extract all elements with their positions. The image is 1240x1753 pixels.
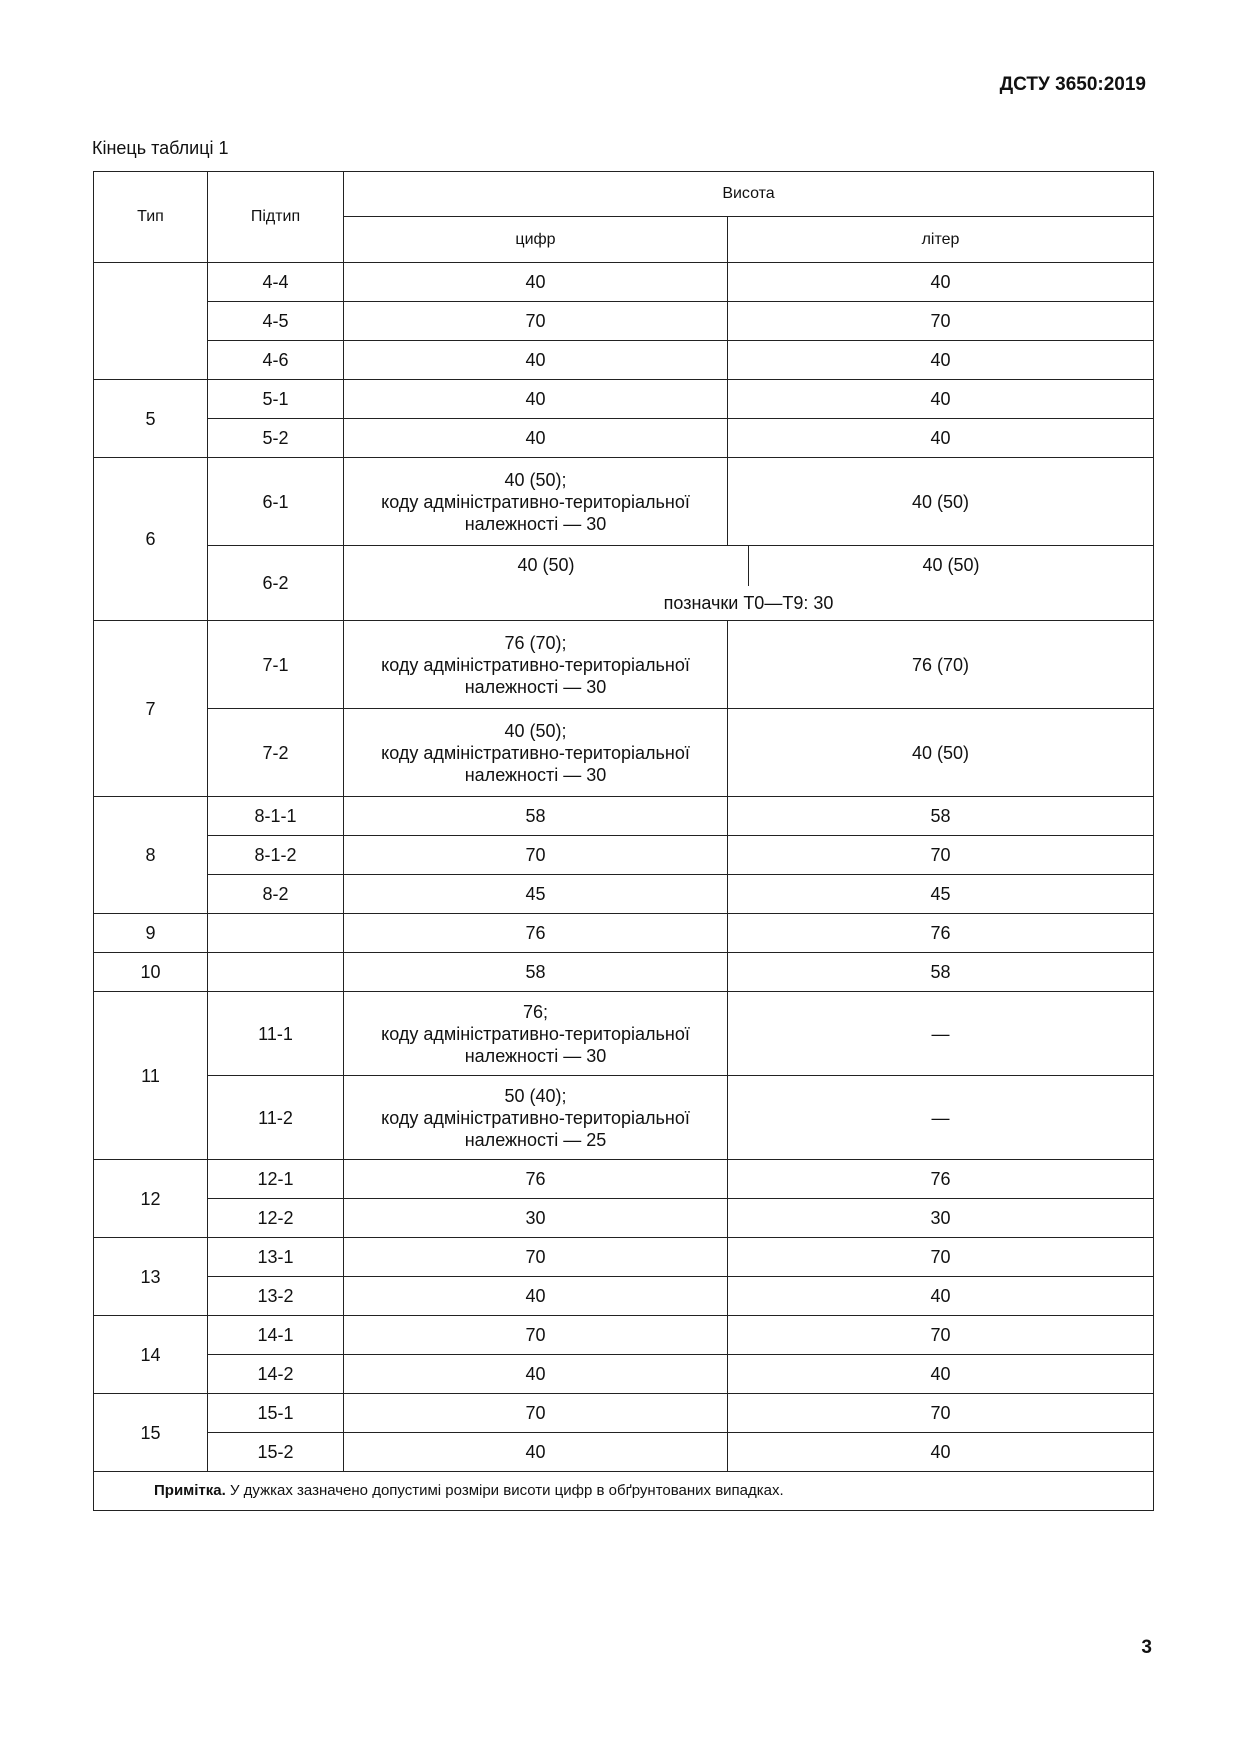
table-row	[94, 419, 1154, 458]
table-row	[94, 380, 1154, 419]
table-row	[94, 1199, 1154, 1238]
subtype-cell: 14-1	[208, 1316, 344, 1355]
table-row	[94, 914, 1154, 953]
digits-cell: 40	[344, 1277, 728, 1316]
header-digits: цифр	[344, 217, 728, 263]
table-row	[94, 1433, 1154, 1472]
digits-cell: 70	[344, 1238, 728, 1277]
span-note: позначки Т0—Т9: 30	[663, 593, 834, 613]
digits-cell: 76; коду адміністративно-територіальної належності — 30	[344, 992, 728, 1076]
letters-cell: —	[728, 992, 1154, 1076]
digits-cell: 70	[344, 836, 728, 875]
subtype-cell: 4-5	[208, 302, 344, 341]
subtype-cell: 12-1	[208, 1160, 344, 1199]
page-number: 3	[1141, 1637, 1152, 1658]
note-row	[94, 1472, 1154, 1511]
subtype-cell: 15-1	[208, 1394, 344, 1433]
table-row	[94, 797, 1154, 836]
type-cell: 7	[94, 621, 208, 797]
letters-cell: 40	[728, 419, 1154, 458]
subtype-cell: 5-2	[208, 419, 344, 458]
table-row	[94, 1160, 1154, 1199]
letters-cell: —	[728, 1076, 1154, 1160]
table-row	[94, 836, 1154, 875]
letters-cell: 70	[728, 1238, 1154, 1277]
type-cell: 12	[94, 1160, 208, 1238]
digits-cell: 40	[344, 1355, 728, 1394]
letters-cell: 40 (50)	[922, 555, 980, 575]
header-subtype: Підтип	[208, 172, 344, 263]
digits-cell: 76	[344, 1160, 728, 1199]
table-row	[94, 621, 1154, 709]
type-cell: 8	[94, 797, 208, 914]
subtype-cell: 14-2	[208, 1355, 344, 1394]
table-row	[94, 953, 1154, 992]
type-cell: 6	[94, 458, 208, 621]
subtype-cell: 11-1	[208, 992, 344, 1076]
subtype-cell: 15-2	[208, 1433, 344, 1472]
digits-cell: 58	[344, 953, 728, 992]
subtype-cell: 4-4	[208, 263, 344, 302]
table-row	[94, 1238, 1154, 1277]
letters-cell: 40	[728, 380, 1154, 419]
subtype-cell: 5-1	[208, 380, 344, 419]
table-row	[94, 1394, 1154, 1433]
letters-cell: 70	[728, 302, 1154, 341]
table-row	[94, 341, 1154, 380]
type-cell: 10	[94, 953, 208, 992]
letters-cell: 70	[728, 1316, 1154, 1355]
letters-cell: 76 (70)	[728, 621, 1154, 709]
subtype-cell: 13-1	[208, 1238, 344, 1277]
digits-cell: 70	[344, 1394, 728, 1433]
subtype-cell: 11-2	[208, 1076, 344, 1160]
type-cell: 15	[94, 1394, 208, 1472]
subtype-cell: 13-2	[208, 1277, 344, 1316]
letters-cell: 70	[728, 836, 1154, 875]
letters-cell: 40	[728, 1277, 1154, 1316]
digits-cell: 40	[344, 380, 728, 419]
table-row	[94, 992, 1154, 1076]
digits-cell: 58	[344, 797, 728, 836]
subtype-cell: 6-2	[208, 546, 344, 621]
digits-cell: 30	[344, 1199, 728, 1238]
type-cell: 13	[94, 1238, 208, 1316]
subtype-cell: 8-1-2	[208, 836, 344, 875]
digits-cell: 40	[344, 263, 728, 302]
digits-cell: 70	[344, 302, 728, 341]
letters-cell: 58	[728, 797, 1154, 836]
type-cell	[94, 263, 208, 380]
height-table	[93, 171, 1153, 1511]
table-row	[94, 1316, 1154, 1355]
letters-cell: 76	[728, 914, 1154, 953]
digits-cell: 40	[344, 419, 728, 458]
table-row	[94, 263, 1154, 302]
standard-code: ДСТУ 3650:2019	[999, 74, 1146, 95]
digits-cell: 40	[344, 1433, 728, 1472]
digits-cell: 70	[344, 1316, 728, 1355]
type-cell: 14	[94, 1316, 208, 1394]
letters-cell: 70	[728, 1394, 1154, 1433]
letters-cell: 40	[728, 1355, 1154, 1394]
digits-cell: 40 (50); коду адміністративно-територіальної належності — 30	[344, 709, 728, 797]
header-letters: літер	[728, 217, 1154, 263]
letters-cell: 30	[728, 1199, 1154, 1238]
subtype-cell: 8-2	[208, 875, 344, 914]
digits-cell: 40 (50); коду адміністративно-територіальної належності — 30	[344, 458, 728, 546]
subtype-cell: 8-1-1	[208, 797, 344, 836]
type-cell: 5	[94, 380, 208, 458]
table-row	[94, 1076, 1154, 1160]
subtype-cell: 7-1	[208, 621, 344, 709]
digits-cell: 40	[344, 341, 728, 380]
digits-cell: 40 (50)	[344, 546, 749, 586]
letters-cell: 40 (50)	[728, 458, 1154, 546]
note-text: У дужках зазначено допустимі розміри висоти цифр в обґрунтованих випадках.	[225, 1482, 784, 1499]
digits-cell: 45	[344, 875, 728, 914]
table-row	[94, 546, 1154, 621]
letters-cell: 40 (50)	[728, 709, 1154, 797]
subtype-cell	[208, 953, 344, 992]
table-row	[94, 302, 1154, 341]
type-cell: 11	[94, 992, 208, 1160]
type-cell: 9	[94, 914, 208, 953]
subtype-cell: 7-2	[208, 709, 344, 797]
note-label: Примітка.	[154, 1482, 226, 1499]
letters-cell: 76	[728, 1160, 1154, 1199]
letters-cell: 40	[728, 263, 1154, 302]
letters-cell: 58	[728, 953, 1154, 992]
digits-cell: 76	[344, 914, 728, 953]
table-caption: Кінець таблиці 1	[92, 138, 229, 158]
letters-cell: 40	[728, 1433, 1154, 1472]
table-row	[94, 1355, 1154, 1394]
header-type: Тип	[94, 172, 208, 263]
digits-cell: 50 (40); коду адміністративно-територіальної належності — 25	[344, 1076, 728, 1160]
digits-cell: 76 (70); коду адміністративно-територіальної належності — 30	[344, 621, 728, 709]
table-row	[94, 458, 1154, 546]
letters-cell: 45	[728, 875, 1154, 914]
subtype-cell	[208, 914, 344, 953]
header-height: Висота	[344, 172, 1154, 217]
split-cell	[344, 546, 1154, 621]
letters-cell: 40	[728, 341, 1154, 380]
table-row	[94, 1277, 1154, 1316]
subtype-cell: 12-2	[208, 1199, 344, 1238]
table-note	[94, 1472, 1154, 1511]
table-row	[94, 875, 1154, 914]
subtype-cell: 4-6	[208, 341, 344, 380]
table-row	[94, 709, 1154, 797]
subtype-cell: 6-1	[208, 458, 344, 546]
